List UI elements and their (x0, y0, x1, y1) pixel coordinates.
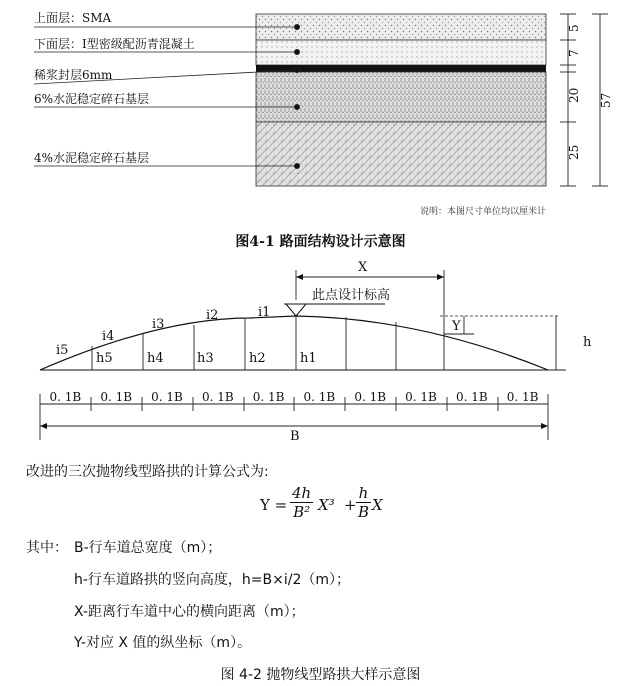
height-h3: h3 (197, 351, 214, 366)
formula-term1: X³ (318, 496, 335, 514)
formula-intro: 改进的三次抛物线型路拱的计算公式为: (26, 464, 269, 480)
slope-i3: i3 (152, 317, 165, 332)
slope-i2: i2 (206, 308, 219, 323)
formula-num2: h (356, 484, 371, 503)
thickness-total: 57 (599, 92, 613, 108)
segment-label: 0. 1B (303, 390, 336, 404)
formula-plus: + (344, 496, 357, 514)
height-h1: h1 (300, 351, 317, 366)
formula-den1: B² (293, 503, 311, 521)
thickness-7: 7 (567, 49, 581, 57)
crown-formula (256, 484, 416, 530)
formula-fraction-1 (290, 484, 313, 521)
slope-i1: i1 (258, 305, 271, 320)
slope-i4: i4 (102, 329, 115, 344)
segment-label: 0. 1B (151, 390, 183, 404)
figure2-caption: 图 4-2 抛物线型路拱大样示意图 (220, 667, 421, 683)
segment-label: 0. 1B (405, 390, 437, 404)
h-dimension-label: h (583, 335, 592, 350)
layer-cement-base-4 (256, 122, 546, 186)
segment-label: 0. 1B (100, 390, 133, 404)
definition-h: h-行车道路拱的竖向高度，h=B×i/2（m）； (74, 572, 351, 588)
layer-label-sma: 上面层：SMA (34, 11, 112, 25)
layer-label-slurry: 稀浆封层6mm (34, 68, 113, 82)
b-dimension-label: B (290, 429, 300, 444)
thickness-5: 5 (567, 24, 581, 32)
figure1-note: 说明：本图尺寸单位均以厘米计 (420, 207, 547, 217)
formula-den2: B (358, 503, 370, 521)
height-h5: h5 (96, 351, 113, 366)
segment-label: 0. 1B (455, 390, 488, 404)
definition-y: Y-对应 X 值的纵坐标（m）。 (74, 635, 252, 651)
formula-fraction-2 (356, 484, 371, 521)
slope-i5: i5 (56, 343, 69, 358)
layer-label-base4: 4%水泥稳定碎石基层 (34, 151, 150, 165)
thickness-20: 20 (567, 87, 581, 103)
definition-b: B-行车道总宽度（m）； (74, 540, 222, 556)
segment-label: 0. 1B (252, 390, 285, 404)
x-dimension-label: X (358, 260, 368, 275)
segment-label: 0. 1B (506, 390, 539, 404)
y-dimension-label: Y (452, 319, 461, 334)
segment-label: 0. 1B (201, 390, 234, 404)
where-prefix: 其中： (26, 540, 68, 556)
thickness-25: 25 (567, 144, 581, 160)
layer-label-base6: 6%水泥稳定碎石基层 (34, 92, 150, 106)
formula-lhs: Y = (260, 496, 288, 514)
formula-term2: X (372, 496, 383, 514)
height-h4: h4 (147, 351, 164, 366)
formula-num1: 4h (292, 484, 312, 502)
layer-cement-base-6 (256, 72, 546, 122)
segment-label: 0. 1B (354, 390, 387, 404)
design-elevation-label: 此点设计标高 (312, 288, 391, 303)
height-h2: h2 (249, 351, 266, 366)
figure1-caption: 图4-1 路面结构设计示意图 (235, 234, 406, 250)
definition-x: X-距离行车道中心的横向距离（m）； (74, 604, 305, 620)
segment-label: 0. 1B (49, 390, 82, 404)
layer-label-asphalt: 下面层：I型密级配沥青混凝土 (34, 37, 195, 51)
